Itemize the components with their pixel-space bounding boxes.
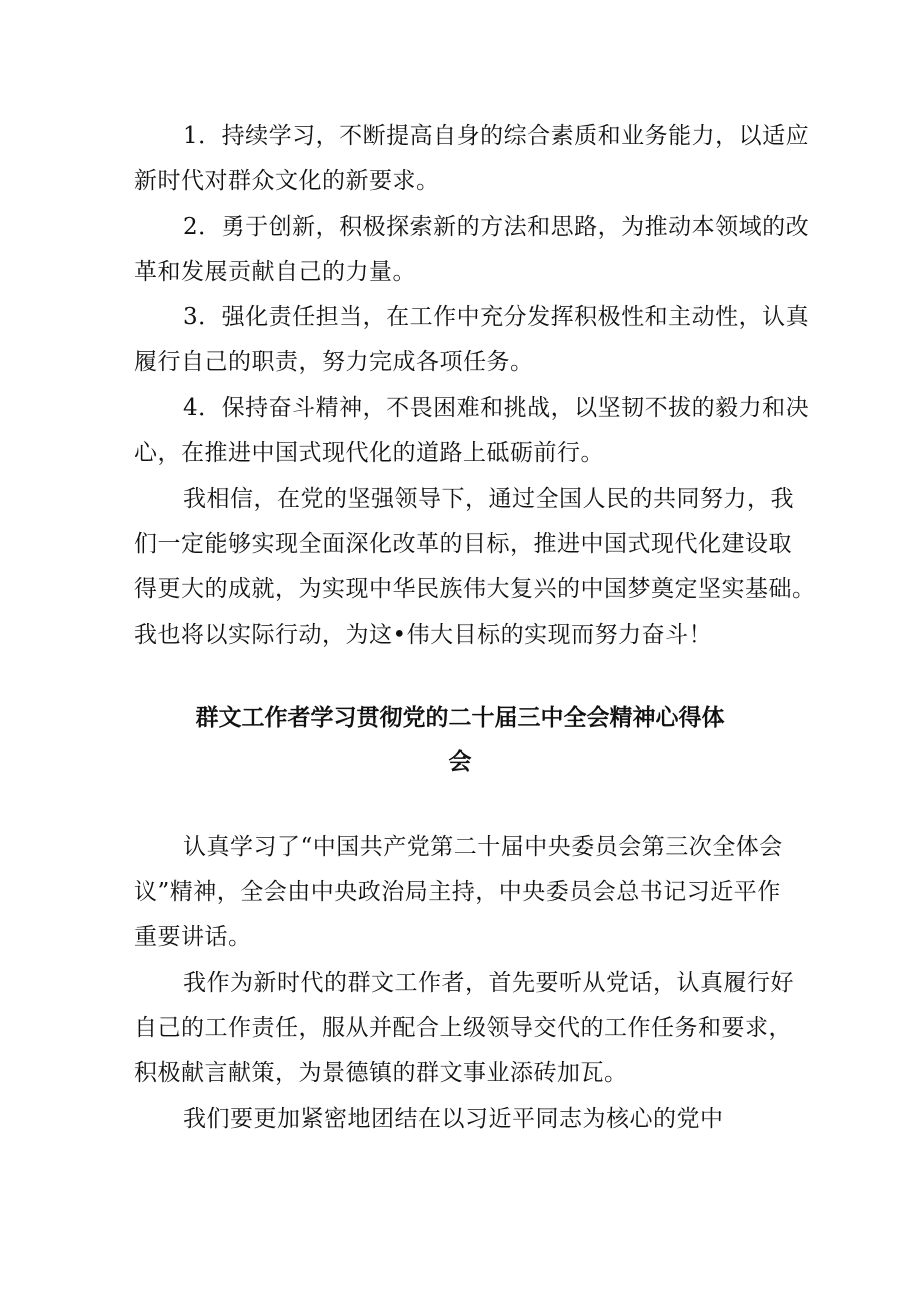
closing-paragraph-line-3: 得更大的成就，为实现中华民族伟大复兴的中国梦奠定坚实基础。 [134,576,816,602]
article-paragraph-2-line-1: 我作为新时代的群文工作者，首先要听从党话，认真履行好 [183,970,794,996]
list-item-2-first-line [183,212,809,242]
list-item-1-first-line [183,121,809,151]
list-item-1-text: ．持续学习，不断提高自身的综合素质和业务能力，以适应 [198,123,810,149]
article-paragraph-1-line-3: 重要讲话。 [134,924,252,950]
list-item-3-number: 3 [183,304,199,330]
closing-paragraph-line-2: 们一定能够实现全面深化改革的目标，推进中国式现代化建设取 [134,531,792,557]
list-item-2-second-line: 革和发展贡献自己的力量。 [134,259,416,285]
article-paragraph-1-line-2: 议”精神，全会由中央政治局主持，中央委员会总书记习近平作 [134,879,781,905]
article-paragraph-2-line-2: 自己的工作责任，服从并配合上级领导交代的工作任务和要求， [134,1015,792,1041]
list-item-4-second-line: 心，在推进中国式现代化的道路上砥砺前行。 [134,440,604,466]
list-item-2-text: ．勇于创新，积极探索新的方法和思路，为推动本领域的改 [198,214,810,240]
article-paragraph-3-line-1: 我们要更加紧密地团结在以习近平同志为核心的党中 [183,1106,724,1132]
list-item-3-second-line: 履行自己的职责，努力完成各项任务。 [134,349,534,375]
list-item-3-text: ．强化责任担当，在工作中充分发挥积极性和主动性，认真 [198,304,810,330]
list-item-2-number: 2 [183,214,199,240]
article-title-line-1: 群文工作者学习贯彻党的二十届三中全会精神心得体 [195,705,725,731]
article-paragraph-2-line-3: 积极献言献策，为景德镇的群文事业添砖加瓦。 [134,1060,628,1086]
article-title-line-2: 会 [448,749,472,775]
list-item-4-first-line [183,393,809,423]
list-item-4-text: ．保持奋斗精神，不畏困难和挑战，以坚韧不拔的毅力和决 [198,395,810,421]
closing-paragraph-line-1: 我相信，在党的坚强领导下，通过全国人民的共同努力，我 [183,486,794,512]
list-item-4-number: 4 [183,395,199,421]
list-item-1-second-line: 新时代对群众文化的新要求。 [134,168,440,194]
list-item-1-number: 1 [183,123,199,149]
list-item-3-first-line [183,302,809,332]
article-paragraph-1-line-1: 认真学习了“中国共产党第二十届中央委员会第三次全体会 [183,834,783,860]
closing-paragraph-line-4: 我也将以实际行动，为这•伟大目标的实现而努力奋斗！ [134,622,713,648]
